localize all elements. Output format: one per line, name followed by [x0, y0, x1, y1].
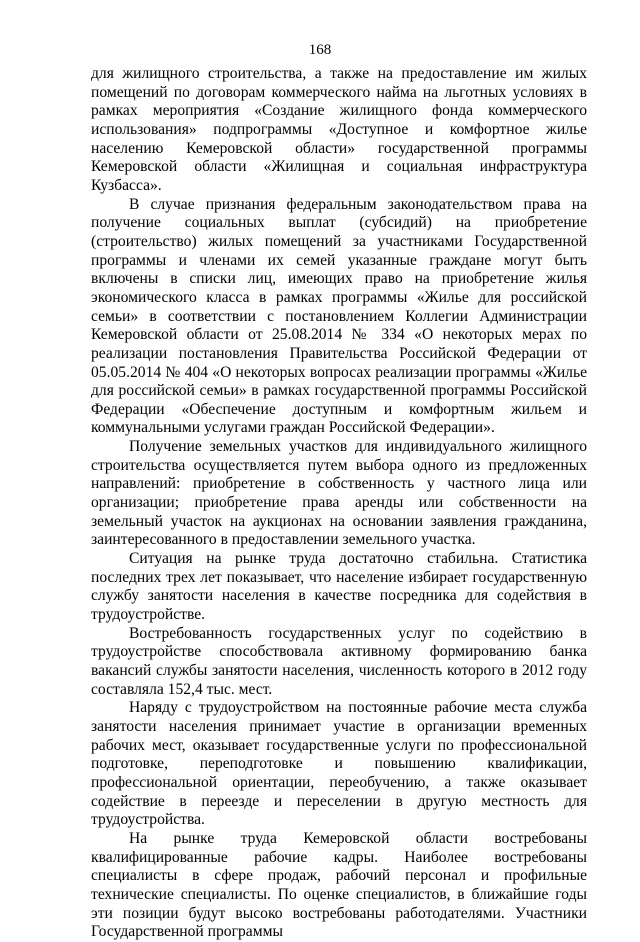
paragraph: Ситуация на рынке труда достаточно стабильна. Статистика последних трех лет показывает, что население избирает государственную службу занятости населения в качестве посредника для содействия в трудоустройстве.: [91, 550, 587, 624]
paragraph: Получение земельных участков для индивидуального жилищного строительства осуществляется путем выбора одного из предложенных направлений: приобретение в собственность у частного лица или организации; приобретение права аренды или собственности на земельный участок на аукционах на основании заявления гражданина, заинтересованного в предоставлении земельного участка.: [91, 438, 587, 549]
paragraph: На рынке труда Кемеровской области востребованы квалифицированные рабочие кадры. Наиболее востребованы специалисты в сфере продаж, рабочий персонал и профильные технические специалисты. По оценке специалистов, в ближайшие годы эти позиции будут высоко востребованы работодателями. Участники Государственной программы: [91, 829, 587, 941]
page-number: 168: [308, 42, 332, 58]
paragraph: Востребованность государственных услуг по содействию в трудоустройстве способствовала активному формированию банка вакансий службы занятости населения, численность которого в 2012 году составляла 152,4 тыс. мест.: [91, 624, 587, 698]
paragraph-continuation: для жилищного строительства, а также на предоставление им жилых помещений по договорам коммерческого найма на льготных условиях в рамках мероприятия «Создание жилищного фонда коммерческого использования» подпрограммы «Доступное и комфортное жилье населению Кемеровской области» государственной программы Кемеровской области «Жилищная и социальная инфраструктура Кузбасса».: [91, 65, 587, 194]
document-body: [91, 65, 587, 942]
paragraph: Наряду с трудоустройством на постоянные рабочие места служба занятости населения принимает участие в организации временных рабочих мест, оказывает государственные услуги по профессиональной подготовке, переподготовке и повышению квалификации, профессиональной ориентации, переобучению, а также оказывает содействие в переезде и переселении в другую местность для трудоустройства.: [91, 699, 587, 829]
paragraph: В случае признания федеральным законодательством права на получение социальных выплат (субсидий) на приобретение (строительство) жилых помещений за участниками Государственной программы и членами их семей указанные граждане могут быть включены в списки лиц, имеющих право на приобретение жилья экономического класса в рамках программы «Жилье для российской семьи» в соответствии с постановлением Коллегии Администрации Кемеровской области от 25.08.2014 № 334 «О некоторых мерах по реализации постановления Правительства Российской Федерации от 05.05.2014 № 404 «О некоторых вопросах реализации программы «Жилье для российской семьи» в рамках государственной программы Российской Федерации «Обеспечение доступным и комфортным жильем и коммунальными услугами граждан Российской Федерации».: [91, 195, 587, 437]
